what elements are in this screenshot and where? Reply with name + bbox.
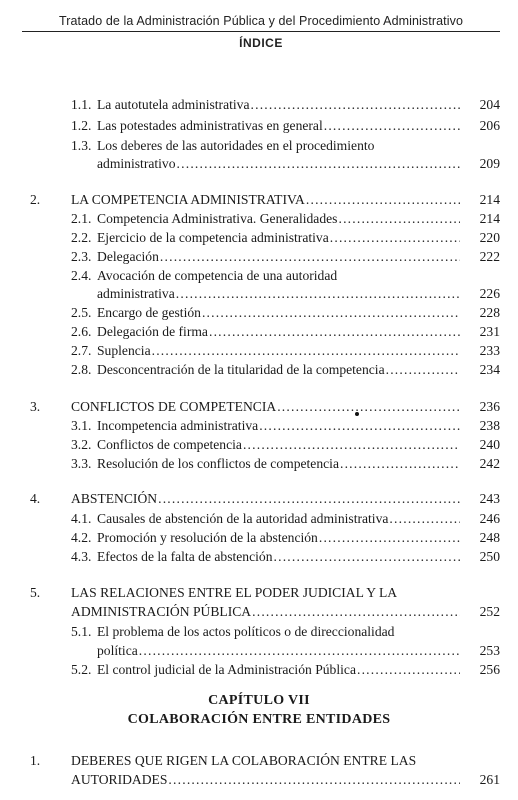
entry-text (71, 603, 460, 621)
entry-title: El problema de los actos políticos o de direccionalidad (97, 624, 395, 639)
entry-text (97, 510, 460, 528)
page-number: 228 (479, 305, 500, 320)
dot-leader (243, 436, 460, 454)
dot-leader (338, 210, 460, 228)
entry-title: CONFLICTOS DE COMPETENCIA (71, 399, 277, 414)
entry-title: DEBERES QUE RIGEN LA COLABORACIÓN ENTRE LAS (71, 753, 417, 768)
entry-title: Incompetencia administrativa (97, 418, 259, 433)
entry-text (97, 642, 460, 660)
entry-title: Los deberes de las autoridades en el procedimiento (97, 138, 375, 153)
entry-number: 4.1. (71, 511, 92, 526)
entry-text (97, 210, 460, 228)
entry-title: ABSTENCIÓN (71, 491, 158, 506)
entry-title: política (97, 643, 138, 658)
entry-text (97, 96, 460, 114)
dot-leader (319, 529, 460, 547)
dot-leader (386, 361, 460, 379)
page-number: 243 (479, 491, 500, 506)
page-number: 220 (479, 230, 500, 245)
dot-leader (340, 455, 460, 473)
page-number: 238 (479, 418, 500, 433)
page-number: 252 (479, 604, 500, 619)
entry-number: 2.3. (71, 249, 92, 264)
entry-text (71, 398, 460, 416)
dot-leader (177, 155, 460, 173)
header-rule (22, 31, 500, 32)
entry-text (71, 191, 460, 209)
dot-leader (209, 323, 460, 341)
running-header (22, 14, 500, 50)
entry-number: 3.3. (71, 456, 92, 471)
entry-title: Las potestades administrativas en general (97, 118, 323, 133)
entry-title: Encargo de gestión (97, 305, 201, 320)
entry-text (97, 417, 460, 435)
entry-title: ADMINISTRACIÓN PÚBLICA (71, 604, 252, 619)
entry-title: Promoción y resolución de la abstención (97, 530, 318, 545)
entry-number: 2.1. (71, 211, 92, 226)
entry-number: 3.2. (71, 437, 92, 452)
entry-text (97, 548, 460, 566)
entry-number: 5. (30, 585, 41, 600)
entry-number: 2. (30, 192, 41, 207)
entry-number: 5.1. (71, 624, 92, 639)
entry-title: Suplencia (97, 343, 151, 358)
entry-number: 2.4. (71, 268, 92, 283)
page-number: 214 (479, 211, 500, 226)
entry-number: 4.2. (71, 530, 92, 545)
dot-leader (259, 417, 460, 435)
entry-title: Avocación de competencia de una autoridad (97, 268, 338, 283)
entry-title: Efectos de la falta de abstención (97, 549, 273, 564)
page-number: 231 (479, 324, 500, 339)
entry-title: Desconcentración de la titularidad de la competencia (97, 362, 385, 377)
page-number: 222 (479, 249, 500, 264)
entry-title: AUTORIDADES (71, 772, 168, 787)
dot-leader (160, 248, 460, 266)
entry-text (71, 771, 460, 789)
entry-number: 3. (30, 399, 41, 414)
page-number: 236 (479, 399, 500, 414)
entry-title: administrativo (97, 156, 176, 171)
dot-leader (251, 96, 461, 114)
page-number: 206 (479, 118, 500, 133)
entry-text (97, 661, 460, 679)
entry-title: LA COMPETENCIA ADMINISTRATIVA (71, 192, 305, 207)
entry-text (97, 155, 460, 173)
entry-number: 5.2. (71, 662, 92, 677)
page-number: 234 (479, 362, 500, 377)
chapter-title: COLABORACIÓN ENTRE ENTIDADES (127, 712, 391, 727)
page-number: 256 (479, 662, 500, 677)
dot-leader (139, 642, 460, 660)
entry-text (97, 304, 460, 322)
book-title: Tratado de la Administración Pública y del Procedimiento Administrativo (58, 14, 464, 28)
page-number: 233 (479, 343, 500, 358)
page-number: 242 (479, 456, 500, 471)
entry-number: 1.1. (71, 97, 92, 112)
entry-number: 2.6. (71, 324, 92, 339)
entry-text (97, 229, 460, 247)
page-number: 214 (479, 192, 500, 207)
entry-title: LAS RELACIONES ENTRE EL PODER JUDICIAL Y LA (71, 585, 398, 600)
page-number: 204 (479, 97, 500, 112)
entry-text (97, 323, 460, 341)
entry-number: 3.1. (71, 418, 92, 433)
dot-leader (330, 229, 460, 247)
entry-number: 4.3. (71, 549, 92, 564)
dot-leader (389, 510, 460, 528)
page-number: 250 (479, 549, 500, 564)
dot-leader (306, 191, 460, 209)
page-number: 209 (479, 156, 500, 171)
entry-title: La autotutela administrativa (97, 97, 250, 112)
dot-leader (324, 117, 460, 135)
entry-title: El control judicial de la Administración Pública (97, 662, 356, 677)
entry-number: 4. (30, 491, 41, 506)
page-number: 253 (479, 643, 500, 658)
dot-leader (274, 548, 460, 566)
entry-text (97, 248, 460, 266)
dot-leader (277, 398, 460, 416)
dot-leader (152, 342, 460, 360)
entry-text (97, 342, 460, 360)
entry-text (97, 455, 460, 473)
entry-title: Competencia Administrativa. Generalidades (97, 211, 338, 226)
entry-number: 2.8. (71, 362, 92, 377)
dot-leader (202, 304, 460, 322)
chapter-label: CAPÍTULO VII (208, 693, 310, 708)
entry-text (97, 436, 460, 454)
index-heading: ÍNDICE (239, 36, 283, 50)
dot-leader (176, 285, 460, 303)
entry-title: Delegación (97, 249, 159, 264)
dot-leader (252, 603, 460, 621)
entry-number: 2.2. (71, 230, 92, 245)
entry-title: Resolución de los conflictos de competencia (97, 456, 339, 471)
entry-text (97, 117, 460, 135)
entry-text (71, 490, 460, 508)
page-number: 248 (479, 530, 500, 545)
entry-number: 1.2. (71, 118, 92, 133)
dot-leader (168, 771, 460, 789)
ink-dot (355, 412, 359, 416)
entry-text (97, 529, 460, 547)
page-number: 246 (479, 511, 500, 526)
entry-number: 2.7. (71, 343, 92, 358)
entry-number: 2.5. (71, 305, 92, 320)
page-number: 240 (479, 437, 500, 452)
dot-leader (357, 661, 460, 679)
entry-number: 1.3. (71, 138, 92, 153)
page-number: 261 (479, 772, 500, 787)
entry-text (97, 285, 460, 303)
entry-title: Conflictos de competencia (97, 437, 242, 452)
entry-title: Ejercicio de la competencia administrativa (97, 230, 329, 245)
entry-number: 1. (30, 753, 41, 768)
dot-leader (158, 490, 460, 508)
entry-title: administrativa (97, 286, 175, 301)
entry-text (97, 361, 460, 379)
entry-title: Delegación de firma (97, 324, 208, 339)
entry-title: Causales de abstención de la autoridad administrativa (97, 511, 389, 526)
page-number: 226 (479, 286, 500, 301)
